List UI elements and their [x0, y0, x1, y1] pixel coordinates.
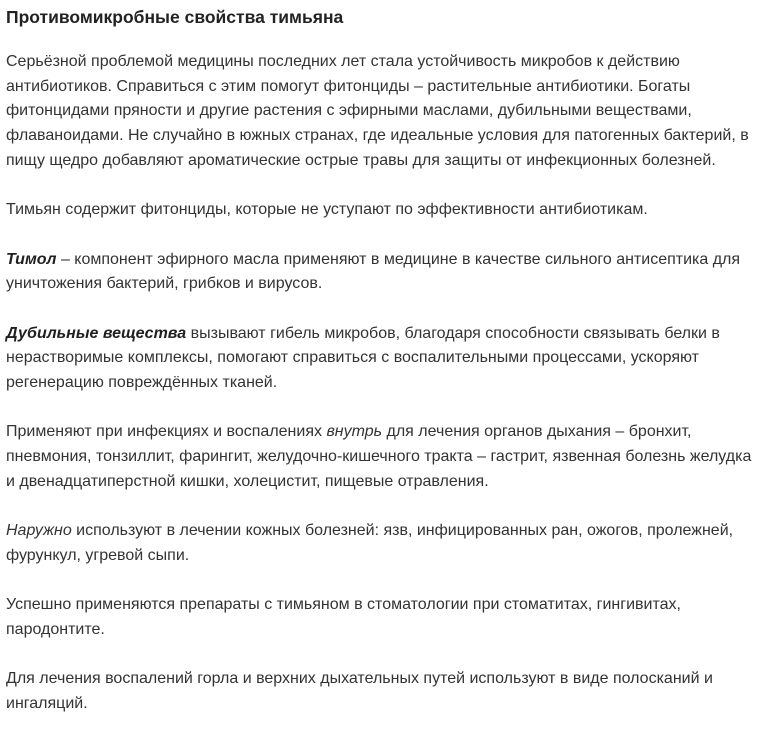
- paragraph-tannins: [6, 322, 763, 396]
- paragraph-internal-use: [6, 420, 763, 494]
- article-title: Противомикробные свойства тимьяна: [6, 7, 344, 27]
- paragraph-dentistry: Успешно применяются препараты с тимьяном в стоматологии при стоматитах, гингивитах, пародонтите.: [6, 596, 681, 639]
- term-tannins: Дубильные вещества: [6, 324, 187, 342]
- paragraph-throat: Для лечения воспалений горла и верхних дыхательных путей используют в виде полосканий и ингаляций.: [6, 670, 713, 713]
- external-use-rest: используют в лечении кожных болезней: язв, инфицированных ран, ожогов, пролежней, фурункул, угревой сыпи.: [6, 522, 734, 564]
- internal-use-rest: для лечения органов дыхания – бронхит, пневмония, тонзиллит, фарингит, желудочно-кишечного тракта – гастрит, язвенная болезнь желудка и двенадцатиперстной кишки, холецистит, пищевые отравления.: [6, 423, 752, 490]
- term-thymol: Тимол: [6, 250, 57, 268]
- paragraph-external-use: [6, 519, 763, 568]
- internal-use-emphasis: внутрь: [326, 423, 383, 441]
- thymol-description: – компонент эфирного масла применяют в медицине в качестве сильного антисептика для уничтожения бактерий, грибков и вирусов.: [6, 250, 741, 293]
- paragraph-phytoncides: Тимьян содержит фитонциды, которые не уступают по эффективности антибиотикам.: [6, 201, 648, 219]
- external-use-emphasis: Наружно: [6, 522, 72, 540]
- tannins-description: вызывают гибель микробов, благодаря способности связывать белки в нерастворимые комплексы, помогают справиться с воспалительными процессами, ускоряют регенерацию повреждённых тканей.: [6, 324, 720, 392]
- paragraph-thymol: [6, 248, 763, 297]
- paragraph-intro: Серьёзной проблемой медицины последних лет стала устойчивость микробов к действию антибиотиков. Справиться с этим помогут фитонциды – растительные антибиотики. Богаты фитонцидами пряности и другие растения с эфирными маслами, дубильными веществами, флаваноидами. Не случайно в южных странах, где идеальные условия для патогенных бактерий, в пищу щедро добавляют ароматические острые травы для защиты от инфекционных болезней.: [6, 53, 749, 169]
- internal-use-lead: Применяют при инфекциях и воспалениях: [6, 423, 327, 441]
